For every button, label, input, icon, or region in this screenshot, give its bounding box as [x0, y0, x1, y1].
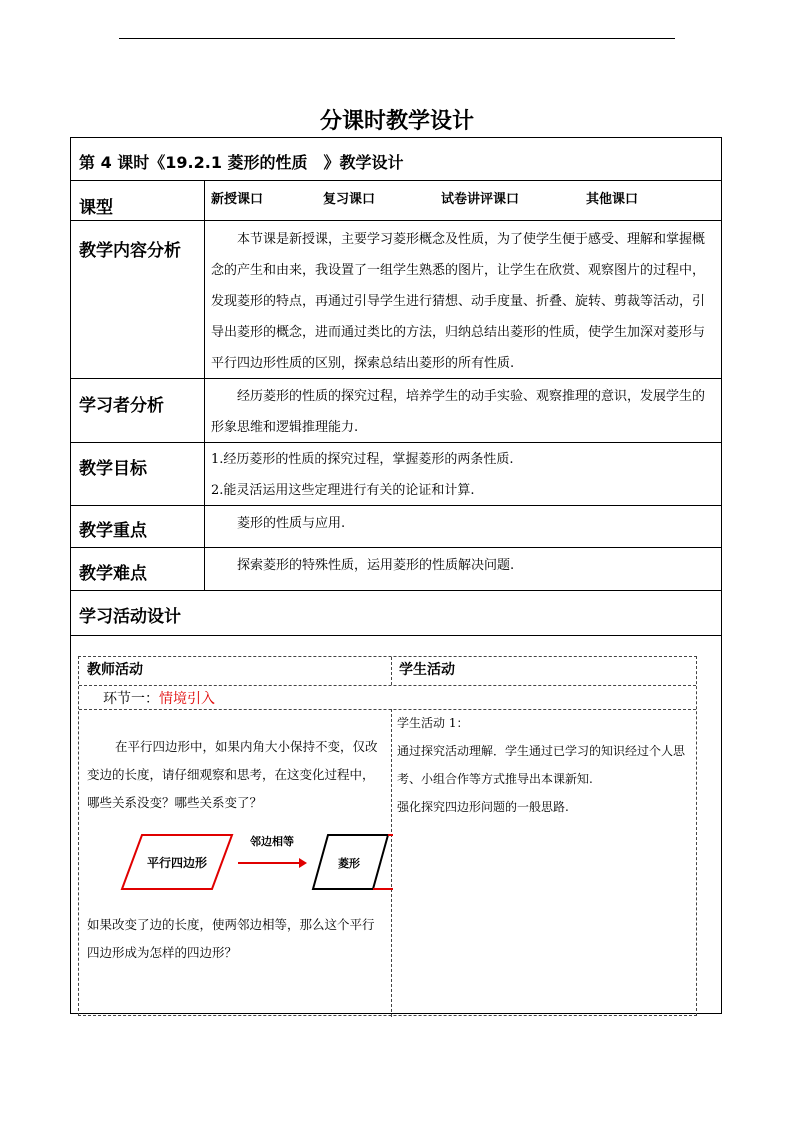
learner-analysis-text: 经历菱形的性质的探究过程，培养学生的动手实验、观察推理的意识，发展学生的形象思维和逻辑推理能力. [211, 389, 706, 435]
lesson-title: 第 4 课时《19.2.1 菱形的性质 》教学设计 [79, 153, 404, 172]
row-divider [71, 547, 721, 548]
row-divider [71, 180, 721, 181]
parallelogram-diagram [115, 827, 393, 897]
activity-design-label: 学习活动设计 [79, 607, 181, 627]
course-type-option[interactable]: 试卷讲评课口 [441, 192, 520, 207]
student-activity-text: 强化探究四边形问题的一般思路. [397, 800, 569, 814]
key-points-label: 教学重点 [79, 521, 147, 541]
objective-item: 1.经历菱形的性质的探究过程，掌握菱形的两条性质. [211, 452, 514, 467]
student-activity-title: 学生活动 1： [397, 716, 469, 730]
difficulties-text: 探索菱形的特殊性质，运用菱形的性质解决问题. [237, 558, 515, 573]
learner-analysis-label: 学习者分析 [79, 396, 164, 416]
teacher-question-1: 在平行四边形中，如果内角大小保持不变，仅改变边的长度，请仔细观察和思考，在这变化过程中，哪些关系没变？哪些关系变了？ [87, 739, 378, 810]
course-type-option[interactable]: 其他课口 [586, 192, 639, 207]
page-title: 分课时教学设计 [319, 109, 474, 134]
content-analysis-label: 教学内容分析 [79, 241, 181, 261]
activity-column-divider [391, 657, 392, 685]
stage-prefix: 环节一： [103, 691, 159, 707]
key-points-text: 菱形的性质与应用. [237, 516, 346, 531]
activity-row-divider [79, 685, 696, 686]
student-activity-header: 学生活动 [399, 662, 455, 678]
row-divider [71, 590, 721, 591]
teacher-question-2: 如果改变了边的长度，使两邻边相等，那么这个平行四边形成为怎样的四边形？ [87, 917, 375, 960]
teacher-activity-header: 教师活动 [87, 662, 143, 678]
rhombus-label: 菱形 [338, 857, 360, 870]
student-activity-text: 通过探究活动理解．学生通过已学习的知识经过个人思考、小组合作等方式推导出本课新知. [397, 744, 686, 786]
row-divider [71, 220, 721, 221]
arrow-head-icon [299, 858, 307, 868]
activity-table [78, 656, 697, 1016]
difficulties-label: 教学难点 [79, 564, 147, 584]
course-type-label: 课型 [79, 198, 113, 218]
column-divider [204, 180, 205, 590]
parallelogram-label: 平行四边形 [146, 856, 208, 870]
course-type-option[interactable]: 复习课口 [323, 192, 376, 207]
arrow-label: 邻边相等 [250, 835, 294, 848]
row-divider [71, 635, 721, 636]
stage-heading [103, 688, 215, 708]
course-type-option[interactable]: 新授课口 [211, 192, 264, 207]
stage-name: 情境引入 [159, 691, 215, 707]
header-rule [119, 38, 675, 39]
lesson-table [70, 137, 722, 1014]
content-analysis-text: 本节课是新授课，主要学习菱形概念及性质，为了使学生便于感受、理解和掌握概念的产生和由来，我设置了一组学生熟悉的图片，让学生在欣赏、观察图片的过程中，发现菱形的特点，再通过引导学生进行猜想、动手度量、折叠、旋转、剪裁等活动，引导出菱形的概念，进而通过类比的方法，归纳总结出菱形的性质，使学生加深对菱形与平行四边形性质的区别，探索总结出菱形的所有性质. [211, 232, 706, 371]
objective-item: 2.能灵活运用这些定理进行有关的论证和计算. [211, 483, 475, 498]
objectives-label: 教学目标 [79, 459, 147, 479]
